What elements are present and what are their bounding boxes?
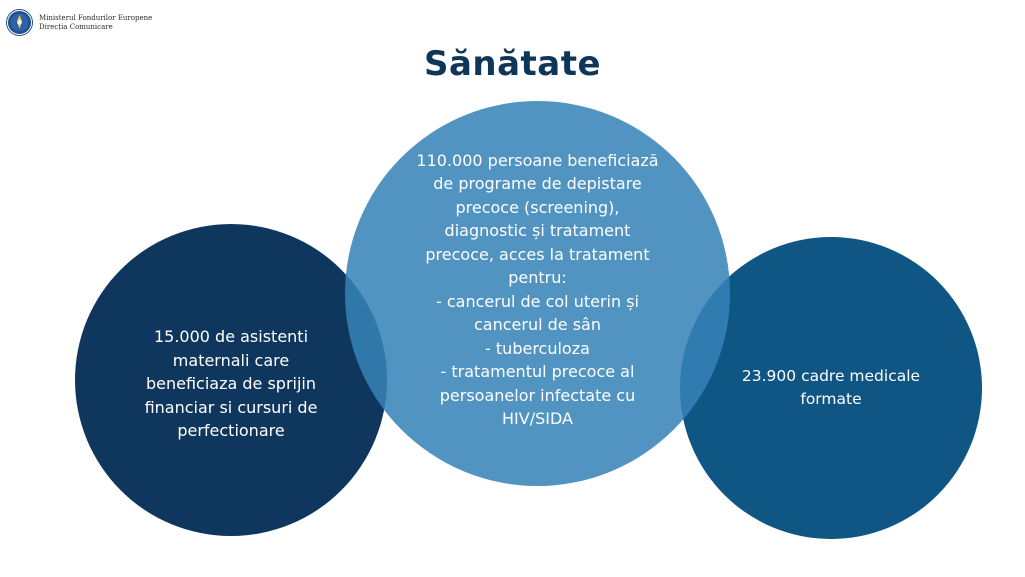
ministry-line-1: Ministerul Fondurilor Europene (39, 13, 153, 22)
circle-left-text: 15.000 de asistenti maternali care beneficiaza de sprijin financiar si cursuri de perfectionare (144, 327, 318, 441)
circle-left (75, 224, 387, 536)
page-title: Sănătate (423, 44, 602, 84)
circle-center-text: 110.000 persoane beneficiază de programe de depistare precoce (screening), diagnostic și tratament precoce, acces la tratament pentru: - cancerul de col uterin și cancerul de sân - tuberculoza - tratamentul precoce al persoanelor infectate cu HIV/SIDA (416, 150, 659, 428)
circle-center (345, 101, 730, 486)
ministry-emblem-icon (6, 9, 33, 36)
header (6, 9, 152, 36)
circle-right-text: 23.900 cadre medicale formate (741, 367, 921, 408)
ministry-line-2: Direcția Comunicare (39, 22, 113, 31)
ministry-name (39, 14, 152, 32)
